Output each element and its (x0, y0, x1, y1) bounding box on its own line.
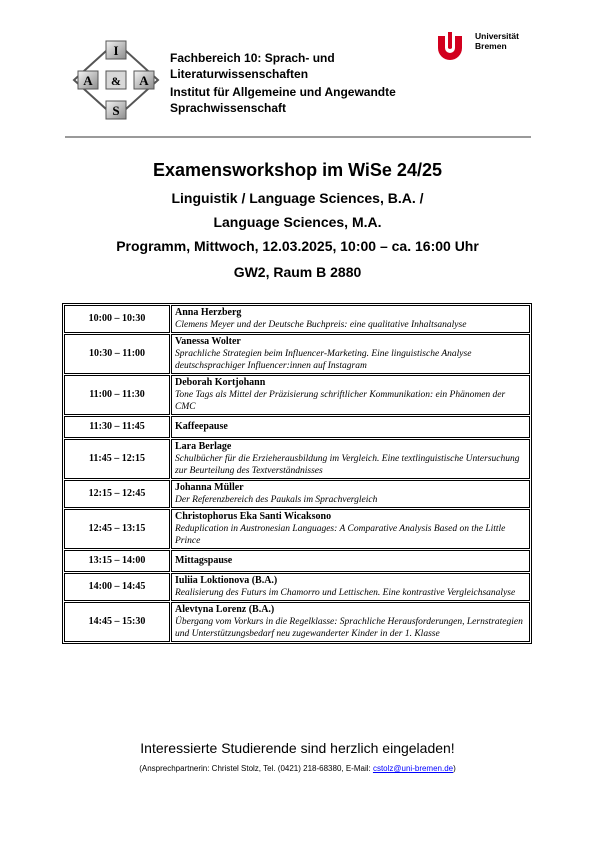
speaker-name: Mittagspause (175, 555, 233, 566)
session-cell (171, 573, 530, 601)
table-row (64, 416, 530, 438)
session-cell (171, 375, 530, 415)
talk-title: Übergang vom Vorkurs in die Regelklasse: Sprachliche Herausforderungen, Lernstrategien und Unterstützungsbedarf neu zugewanderter Kinder in der 1. Klasse (175, 617, 523, 639)
institute-line: Sprachwissenschaft (170, 101, 287, 115)
logo-letter-a-right: A (139, 73, 149, 88)
speaker-name: Kaffeepause (175, 421, 228, 432)
institute-line: Institut für Allgemeine und Angewandte (170, 85, 396, 99)
time-slot: 14:00 – 14:45 (64, 573, 170, 601)
program-subtitle: Language Sciences, M.A. (213, 214, 382, 230)
talk-title: Sprachliche Strategien beim Influencer-Marketing. Eine linguistische Analyse deutschsprachiger Influencer:innen auf Instagram (175, 349, 472, 371)
table-row (64, 509, 530, 549)
department-block (170, 50, 440, 116)
invitation-text: Interessierte Studierende sind herzlich eingeladen! (140, 740, 455, 756)
speaker-name: Lara Berlage (175, 441, 232, 452)
talk-title: Reduplication in Austronesian Languages: A Comparative Analysis Based on the Little Prince (175, 524, 506, 546)
time-slot: 10:30 – 11:00 (64, 334, 170, 374)
speaker-name: Alevtyna Lorenz (B.A.) (175, 604, 275, 615)
talk-title: Tone Tags als Mittel der Präzisierung schriftlicher Kommunikation: ein Phänomen der CMC (175, 390, 506, 412)
institute-logo (70, 38, 162, 122)
logo-ampersand: & (111, 74, 121, 88)
session-cell (171, 480, 530, 508)
table-row (64, 480, 530, 508)
session-cell (171, 439, 530, 479)
table-row (64, 305, 530, 333)
speaker-name: Christophorus Eka Santi Wicaksono (175, 511, 332, 522)
speaker-name: Vanessa Wolter (175, 336, 241, 347)
session-cell (171, 334, 530, 374)
logo-letter-a-left: A (83, 73, 93, 88)
time-slot: 14:45 – 15:30 (64, 602, 170, 642)
table-row (64, 334, 530, 374)
logo-letter-i: I (113, 43, 119, 58)
time-slot: 12:45 – 13:15 (64, 509, 170, 549)
program-subtitle: Linguistik / Language Sciences, B.A. / (171, 190, 424, 206)
table-row (64, 602, 530, 642)
time-slot: 12:15 – 12:45 (64, 480, 170, 508)
session-cell (171, 305, 530, 333)
speaker-name: Iuliia Loktionova (B.A.) (175, 575, 278, 586)
talk-title: Realisierung des Futurs im Chamorro und Lettischen. Eine kontrastive Vergleichsanalyse (175, 588, 516, 598)
session-cell (171, 416, 530, 438)
table-row (64, 439, 530, 479)
logo-letter-s: S (112, 103, 120, 118)
talk-title: Schulbücher für die Erzieherausbildung im Vergleich. Eine textlinguistische Untersuchung zur Beurteilung des Textverständnisses (175, 454, 520, 476)
talk-title: Clemens Meyer und der Deutsche Buchpreis: eine qualitative Inhaltsanalyse (175, 320, 467, 330)
session-cell (171, 509, 530, 549)
university-name-line1: Universität (475, 31, 519, 41)
session-cell (171, 550, 530, 572)
session-cell (171, 602, 530, 642)
speaker-name: Johanna Müller (175, 482, 244, 493)
table-row (64, 550, 530, 572)
program-date: Programm, Mittwoch, 12.03.2025, 10:00 – ca. 16:00 Uhr (116, 238, 479, 254)
speaker-name: Anna Herzberg (175, 307, 242, 318)
contact-prefix: (Ansprechpartnerin: Christel Stolz, Tel. (0421) 218-68380, E-Mail: (139, 764, 373, 773)
time-slot: 13:15 – 14:00 (64, 550, 170, 572)
time-slot: 10:00 – 10:30 (64, 305, 170, 333)
header-divider (65, 136, 531, 138)
table-row (64, 573, 530, 601)
program-room: GW2, Raum B 2880 (233, 264, 362, 280)
program-table (62, 303, 532, 644)
speaker-name: Deborah Kortjohann (175, 377, 266, 388)
contact-line (0, 764, 595, 773)
talk-title: Der Referenzbereich des Paukals im Sprachvergleich (175, 495, 378, 505)
time-slot: 11:00 – 11:30 (64, 375, 170, 415)
contact-suffix: ) (453, 764, 456, 773)
university-name-line2: Bremen (475, 41, 507, 51)
department-line: Fachbereich 10: Sprach- und (170, 51, 335, 65)
university-name (475, 31, 519, 51)
table-row (64, 375, 530, 415)
page-title: Examensworkshop im WiSe 24/25 (153, 160, 442, 180)
time-slot: 11:30 – 11:45 (64, 416, 170, 438)
time-slot: 11:45 – 12:15 (64, 439, 170, 479)
email-link[interactable]: cstolz@uni-bremen.de (372, 764, 454, 773)
department-line: Literaturwissenschaften (170, 67, 309, 81)
